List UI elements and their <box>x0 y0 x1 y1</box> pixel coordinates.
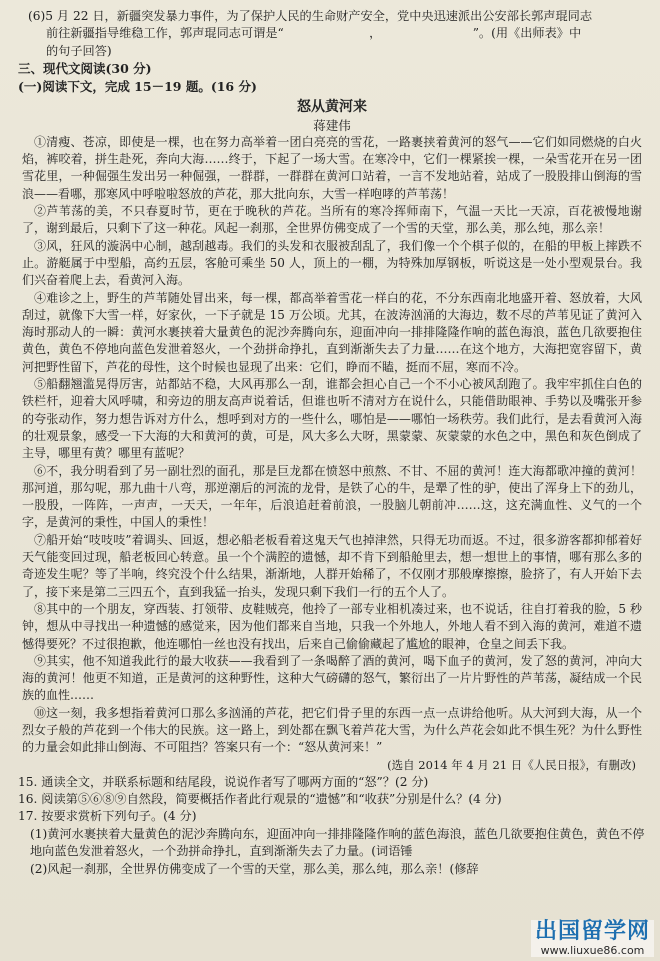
paragraph-4: ④难诊之上，野生的芦苇随处冒出来，每一棵，都高举着雪花一样白的花，不分东西南北地盛开着、怒放着，大风刮过，就像下大雪一样，好家伙，一下子就是 15 万公顷。尤其，在波涛汹涌的大海边，数不尽的芦苇见证了黄河入海时那动人的一瞬：黄河水裹挟着大量黄色的泥沙奔腾向东，迎面冲向一排排隆隆作响的蓝色海浪，蓝色几欲要抱住黄色，黄色不停地向蓝色发泄着怒火，一个劲拼命挣扎，直到渐渐失去了力量……在这个地方，大海把宽容留下，黄河把野性留下，芦花的母性，这个时候也显现了出来：它们，睁而不瞌，挺而不屈，寒而不冷。 <box>22 290 642 374</box>
paragraph-9: ⑨其实，他不知道我此行的最大收获——我看到了一条喝醉了酒的黄河，喝下血子的黄河，发了怒的黄河，冲向大海的黄河！他更不知道，正是黄河的这种野性，这种大气磅礴的怒气，繁衍出了一片片野性的芦苇荡，凝结成一个民族的血性…… <box>22 653 642 703</box>
watermark-url: www.liuxue86.com <box>531 944 654 957</box>
article-title: 怒从黄河来 <box>297 98 367 115</box>
section-heading: 三、现代文阅读(30 分) <box>18 60 152 76</box>
paragraph-2: ②芦苇荡的美，不只春夏时节，更在于晚秋的芦花。当所有的寒冷挥师南下，气温一天比一天凉，百花被慢地谢了，谢到最后，只剩下了这一种花。风起一刹那，全世界仿佛变成了一个雪的天堂，那么美，那么纯，那么亲！ <box>22 204 642 236</box>
paragraph-1: ①清瘦、苍凉，即使是一棵，也在努力高举着一团白亮亮的雪花，一路裹挟着黄河的怒气——它们如同燃烧的白火焰，裤咬着，拼生赴死，奔向大海……终于，下起了一场大雪。在寒冷中，它们一棵紧挨一棵，一朵雪花开在另一团雪花里，一种倔强生发出另一种倔强，一群群，一群群在黄河口站着，一言不发地站着，站成了一股股排山倒海的雪浪——看哪，那寒风中呼啦啦怒放的芦花，那大批向东，大雪一样咆哮的芦苇荡！ <box>22 134 642 201</box>
q6-line-2: 前往新疆指导维稳工作，郭声琨同志可谓是“ ， ”。(用《出师表》中 <box>46 26 582 41</box>
paragraph-3: ③风，狂风的漩涡中心制，越刮越毒。我们的头发和衣服被刮乱了，我们像一个个棋子似的，在船的甲板上摔跌不止。游艇属于中型船，高约五层，客舱可乘坐 50 人，顶上的一棚，为特殊加厚钢板，听说这是一处小型观景台。我们兴奋着爬上去，看黄河入海。 <box>22 238 642 288</box>
paragraph-7: ⑦船开始“吱吱吱”着调头、回返，想必船老板看着这鬼天气也掉津然，只得无功而返。不过，很多游客都抑郁着好天气能变回过现，船老板回心转意。虽一个个满腔的遗憾，却不肯下到船舱里去，想一想世上的事情，哪有那么多的奇迹发生呢？等了半响，终究没个什么结果，渐渐地，人群开始稀了，不仅刚才那般摩擦擦，脸挤了，有人开始下去了，接下来是第二三四五个，直到我猛一抬头，发现只剩下我们一行的五个人了。 <box>22 532 642 599</box>
q6-line-1: (6)5 月 22 日，新疆突发暴力事件，为了保护人民的生命财产安全，党中央迅速派出公安部长郭声琨同志 <box>28 9 593 23</box>
question-17: 17. 按要求赏析下列句子。(4 分) <box>18 809 197 824</box>
article-source: (选自 2014 年 4 月 21 日《人民日报》，有删改) <box>387 757 636 772</box>
question-15: 15. 通读全文，并联系标题和结尾段，说说作者写了哪两方面的“怒”？(2 分) <box>18 774 429 789</box>
paragraph-10: ⑩这一刻，我多想指着黄河口那么多汹涌的芦花，把它们骨子里的东西一点一点讲给他听。从大河到大海，从一个烈女子般的芦花到一个伟大的民族。这一路上，到处都在飘飞着芦花大雪，为什么芦花会如此不惧生死？为什么野性的力量会如此排山倒海、不可阻挡？答案只有一个：“怒从黄河来！” <box>22 705 642 755</box>
site-watermark <box>531 920 654 957</box>
question-17-2: (2)风起一刹那，全世界仿佛变成了一个雪的天堂，那么美，那么纯，那么亲！(修辞 <box>30 861 479 876</box>
paragraph-5: ⑤船翻翘滥晃得厉害，站都站不稳，大风再那么一刮，谁都会担心自己一个不小心被风刮跑了。我牢牢抓住白色的铁栏杆，迎着大风呼啸，和旁边的朋友高声说着话，但谁也听不清对方在说什么，只能借助眼神、手势以及嘴张开参的夸张动作，努力想告诉对方什么，想呼到对方的一些什么，哪怕是——哪怕一场秩劳。我们此行，是去看黄河入海的壮观景象，感受一下大海的大和黄河的黄，可是，风大多么大呀，黑蒙蒙、灰蒙蒙的水色之中，黑色和灰色倒成了主导，哪里有黄？哪里有蓝呢？ <box>22 377 642 461</box>
question-17-1: (1)黄河水裹挟着大量黄色的泥沙奔腾向东，迎面冲向一排排隆隆作响的蓝色海浪，蓝色几欲要抱住黄色，黄色不停地向蓝色发泄着怒火，一个劲拼命挣扎，直到渐渐失去了力量。(词语锤 <box>30 826 645 859</box>
question-16: 16. 阅读第⑤⑥⑧⑨自然段，简要概括作者此行观景的“遗憾”和“收获”分别是什么？(4 分) <box>18 791 502 806</box>
article-author: 蒋建伟 <box>313 117 351 133</box>
watermark-title: 出国留学网 <box>531 920 654 944</box>
subsection-heading: (一)阅读下文，完成 15－19 题。(16 分) <box>18 78 257 94</box>
q6-line-3: 的句子回答) <box>46 43 112 58</box>
paragraph-8: ⑧其中的一个朋友，穿西装、打领带、皮鞋贼亮，他拎了一部专业相机凑过来，也不说话，往自打着我的脸，5 秒钟，想从中寻找出一种遗憾的感觉来，因为他们都来自当地，只我一个外地人，外地人看不到入海的黄河，难道不遗憾得要死？不过很抱歉，他连哪怕一丝也没有找出，后来自己偷偷藏起了尴尬的眼神，仓皇之间丢下我。 <box>22 601 642 651</box>
paragraph-6: ⑥不，我分明看到了另一副壮烈的面孔，那是巨龙都在愤怒中煎熬、不甘、不屈的黄河！连大海都歌冲撞的黄河！那河道，那勾呢，那九曲十八弯，那逆潮后的河流的龙骨，是铁了心的牛，是犟了性的驴，使出了浑身上下的劲儿，一股殷，一阵阵，一声声，一天天，一年年，后浪追赶着前浪，一股脑儿朝前冲……这，这充满血性、义气的一个字，是黄河的秉性，中国人的秉性！ <box>22 463 642 530</box>
